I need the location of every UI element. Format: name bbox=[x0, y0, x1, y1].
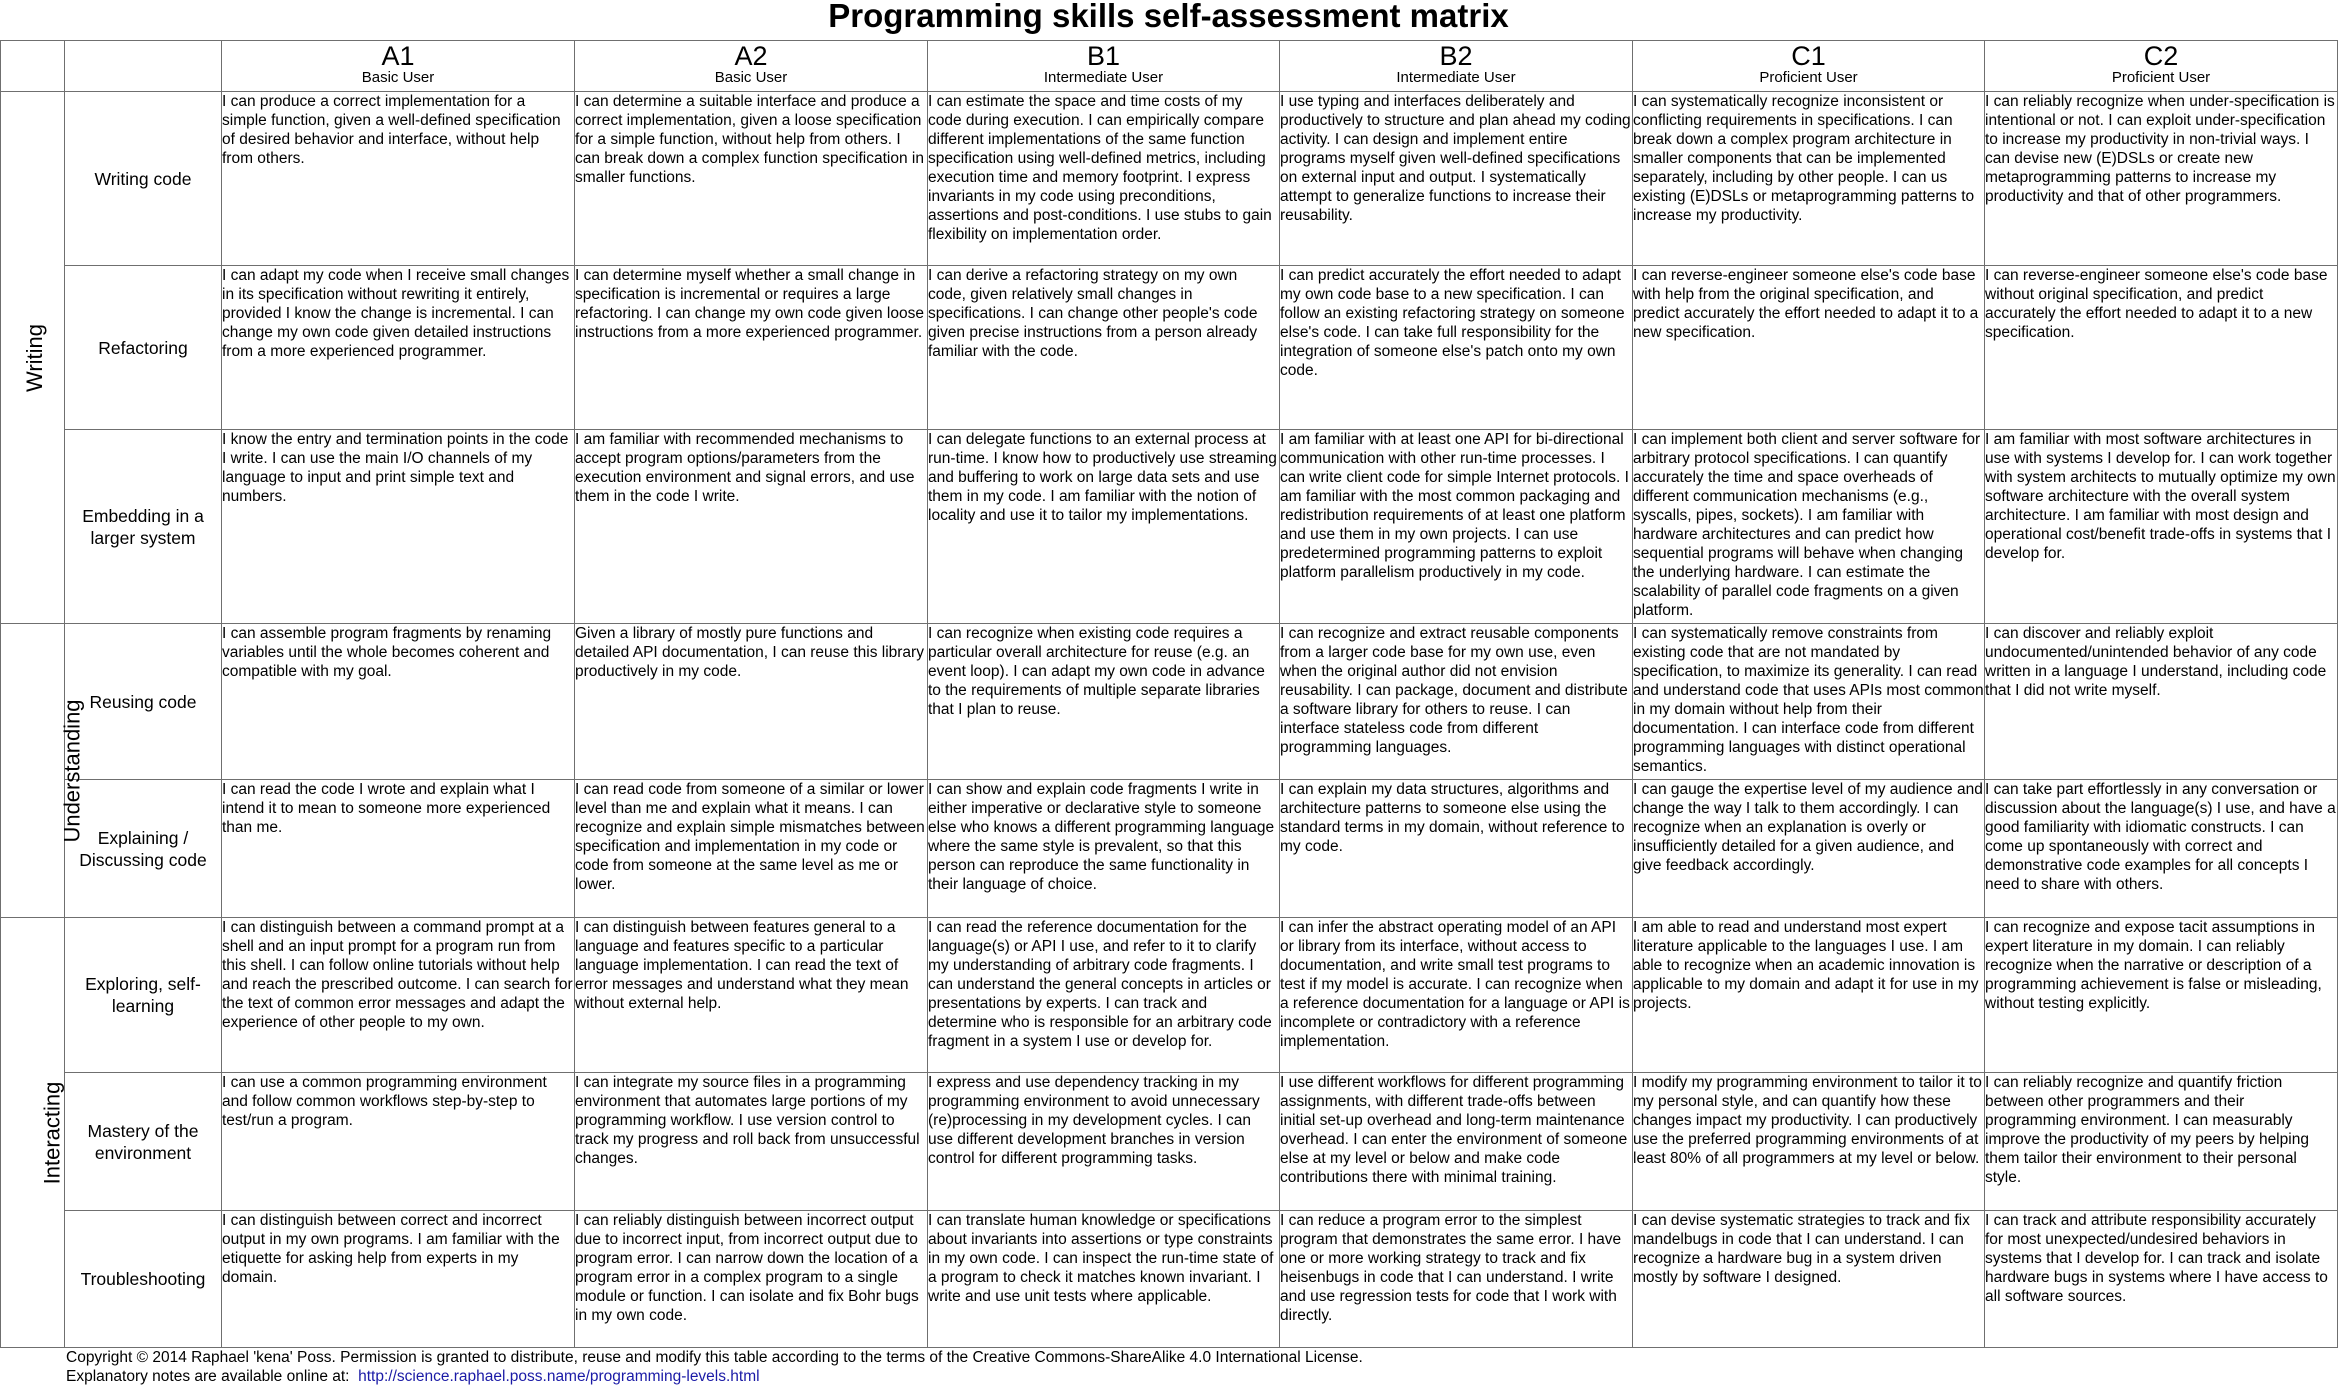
notes-line bbox=[66, 1367, 1363, 1386]
level-code: B2 bbox=[1439, 41, 1473, 71]
descriptor-cell: I can determine myself whether a small change in specification is incremental or requires a large refactoring. I can change my own code given loose instructions from a more experienced programmer. bbox=[575, 266, 928, 430]
notes-prefix: Explanatory notes are available online at: bbox=[66, 1368, 350, 1385]
skill-label: Writing code bbox=[65, 92, 222, 266]
copyright-notice: Copyright © 2014 Raphael 'kena' Poss. Permission is granted to distribute, reuse and modify this table according to the terms of the Creative Commons-ShareAlike 4.0 International License. bbox=[66, 1349, 1363, 1366]
descriptor-cell: I use different workflows for different programming assignments, with different trade-offs between initial set-up overhead and long-term maintenance overhead. I can enter the environment of someone else at my level or below and make code contributions there with minimal training. bbox=[1280, 1073, 1633, 1211]
descriptor-cell: I can translate human knowledge or specifications about invariants into assertions or type constraints in my own code. I can inspect the run-time state of a program to check it matches known invariant. I write and use unit tests where applicable. bbox=[928, 1211, 1280, 1348]
level-name: Basic User bbox=[361, 69, 435, 86]
descriptor-cell: I can explain my data structures, algorithms and architecture patterns to someone else using the standard terms in my domain, without reference to my code. bbox=[1280, 780, 1633, 918]
table-row bbox=[1, 918, 2338, 1073]
category-cell-understanding bbox=[1, 624, 85, 918]
descriptor-cell: I know the entry and termination points in the code I write. I can use the main I/O channels of my language to input and print simple text and numbers. bbox=[222, 430, 575, 624]
level-header-b2 bbox=[1280, 41, 1633, 92]
descriptor-cell: I can reduce a program error to the simplest program that demonstrates the same error. I have one or more working strategy to track and fix heisenbugs in code that I can understand. I write and use regression tests for code that I work with directly. bbox=[1280, 1211, 1633, 1348]
descriptor-cell: I can track and attribute responsibility accurately for most unexpected/undesired behaviors in systems that I develop for. I can track and isolate hardware bugs in systems where I have access to all software sources. bbox=[1985, 1211, 2338, 1348]
category-label: Understanding bbox=[59, 698, 85, 843]
descriptor-cell: I can distinguish between features general to a language and features specific to a particular language implementation. I can read the text of error messages and understand what they mean without external help. bbox=[575, 918, 928, 1073]
descriptor-cell: I can estimate the space and time costs of my code during execution. I can empirically compare different implementations of the same function specification using well-defined metrics, including execution time and memory footprint. I express invariants in my code using preconditions, assertions and post-conditions. I use stubs to gain flexibility on implementation order. bbox=[928, 92, 1280, 266]
descriptor-cell: I modify my programming environment to tailor it to my personal style, and can quantify how these changes impact my productivity. I can productively use the preferred programming environments of at least 80% of all programmers at my level or below. bbox=[1633, 1073, 1985, 1211]
descriptor-cell: I can derive a refactoring strategy on my own code, given relatively small changes in specifications. I can change other people's code given precise instructions from a person already familiar with the code. bbox=[928, 266, 1280, 430]
descriptor-cell: I can determine a suitable interface and produce a correct implementation, given a loose specification for a simple function, without help from others. I can break down a complex function specification in smaller functions. bbox=[575, 92, 928, 266]
descriptor-cell: I can read the reference documentation for the language(s) or API I use, and refer to it to clarify my understanding of arbitrary code fragments. I can understand the general concepts in articles or presentations by experts. I can track and determine who is responsible for an arbitrary code fragment in a system I use or develop for. bbox=[928, 918, 1280, 1073]
category-cell-writing bbox=[1, 92, 65, 624]
descriptor-cell: I am able to read and understand most expert literature applicable to the languages I use. I am able to recognize when an academic innovation is applicable to my domain and adapt it for use in my projects. bbox=[1633, 918, 1985, 1073]
descriptor-cell: I can systematically remove constraints from existing code that are not mandated by specification, to maximize its generality. I can read and understand code that uses APIs most common in my domain without help from their documentation. I can interface code from different programming languages with distinct operational semantics. bbox=[1633, 624, 1985, 780]
skill-label: Reusing code bbox=[65, 624, 222, 780]
descriptor-cell: I can read code from someone of a similar or lower level than me and explain what it means. I can recognize and explain simple mismatches between specification and implementation in my code or code from someone at the same level as me or lower. bbox=[575, 780, 928, 918]
category-label: Writing bbox=[22, 323, 48, 392]
footer bbox=[66, 1348, 1363, 1386]
descriptor-cell: I express and use dependency tracking in my programming environment to avoid unnecessary (re)processing in my development cycles. I can use different development branches in version control for different programming tasks. bbox=[928, 1073, 1280, 1211]
category-label: Interacting bbox=[39, 1081, 65, 1184]
descriptor-cell: I am familiar with at least one API for bi-directional communication with other run-time processes. I can write client code for simple Internet protocols. I am familiar with the most common packaging and redistribution requirements of at least one platform and use them in my own projects. I can use predetermined programming patterns to exploit platform parallelism productively in my code. bbox=[1280, 430, 1633, 624]
descriptor-cell: I can show and explain code fragments I write in either imperative or declarative style to someone else who knows a different programming language where the same style is prevalent, so that this person can reproduce the same functionality in their language of choice. bbox=[928, 780, 1280, 918]
descriptor-cell: I can take part effortlessly in any conversation or discussion about the language(s) I use, and have a good familiarity with idiomatic constructs. I can come up spontaneously with correct and demonstrative code examples for all concepts I need to share with others. bbox=[1985, 780, 2338, 918]
corner-cell bbox=[1, 41, 65, 92]
level-header-a1 bbox=[222, 41, 575, 92]
level-code: C2 bbox=[2143, 41, 2179, 71]
table-row bbox=[1, 624, 2338, 780]
descriptor-cell: I can produce a correct implementation for a simple function, given a well-defined specification of desired behavior and interface, without help from others. bbox=[222, 92, 575, 266]
table-row bbox=[1, 92, 2338, 266]
descriptor-cell: I can devise systematic strategies to track and fix mandelbugs in code that I can understand. I can recognize a hardware bug in a system driven mostly by software I designed. bbox=[1633, 1211, 1985, 1348]
skill-label: Refactoring bbox=[65, 266, 222, 430]
level-code: A2 bbox=[734, 41, 768, 71]
descriptor-cell: I can recognize and expose tacit assumptions in expert literature in my domain. I can reliably recognize when the narrative or description of a programming achievement is false or misleading, without testing explicitly. bbox=[1985, 918, 2338, 1073]
descriptor-cell: I can reverse-engineer someone else's code base with help from the original specification, and predict accurately the effort needed to adapt it to a new specification. bbox=[1633, 266, 1985, 430]
level-code: A1 bbox=[381, 41, 415, 71]
descriptor-cell: I can recognize when existing code requires a particular overall architecture for reuse (e.g. an event loop). I can adapt my own code in advance to the requirements of multiple separate libraries that I plan to reuse. bbox=[928, 624, 1280, 780]
skill-label: Exploring, self-learning bbox=[65, 918, 222, 1073]
table-row bbox=[1, 780, 2338, 918]
level-header-c1 bbox=[1633, 41, 1985, 92]
descriptor-cell: I can read the code I wrote and explain what I intend it to mean to someone more experienced than me. bbox=[222, 780, 575, 918]
header-row bbox=[1, 41, 2338, 92]
category-cell-interacting bbox=[1, 918, 65, 1348]
descriptor-cell: I can integrate my source files in a programming environment that automates large portions of my programming workflow. I use version control to track my progress and roll back from unsuccessful changes. bbox=[575, 1073, 928, 1211]
page-title: Programming skills self-assessment matrix bbox=[828, 0, 1509, 34]
level-name: Intermediate User bbox=[1043, 69, 1164, 86]
descriptor-cell: I can gauge the expertise level of my audience and change the way I talk to them accordingly. I can recognize when an explanation is overly or insufficiently detailed for a given audience, and give feedback accordingly. bbox=[1633, 780, 1985, 918]
descriptor-cell: I can recognize and extract reusable components from a larger code base for my own use, even when the original author did not envision reusability. I can package, document and distribute a software library for others to reuse. I can interface stateless code from different programming languages. bbox=[1280, 624, 1633, 780]
level-code: C1 bbox=[1791, 41, 1826, 71]
level-name: Proficient User bbox=[2111, 69, 2211, 86]
descriptor-cell: I am familiar with recommended mechanisms to accept program options/parameters from the execution environment and signal errors, and use them in the code I write. bbox=[575, 430, 928, 624]
level-name: Basic User bbox=[714, 69, 788, 86]
descriptor-cell: I can reliably recognize and quantify friction between other programmers and their programming environment. I can measurably improve the productivity of my peers by helping them tailor their environment to their personal style. bbox=[1985, 1073, 2338, 1211]
level-name: Intermediate User bbox=[1396, 69, 1516, 86]
skill-label: Embedding in a larger system bbox=[65, 430, 222, 624]
descriptor-cell: I can adapt my code when I receive small changes in its specification without rewriting it entirely, provided I know the change is incremental. I can change my own code given detailed instructions from a more experienced programmer. bbox=[222, 266, 575, 430]
table-row bbox=[1, 266, 2338, 430]
descriptor-cell: I can systematically recognize inconsistent or conflicting requirements in specifications. I can break down a complex program architecture in smaller components that can be implemented separately, including by other people. I can us existing (E)DSLs or metaprogramming patterns to increase my productivity. bbox=[1633, 92, 1985, 266]
descriptor-cell: I am familiar with most software architectures in use with systems I develop for. I can work together with system architects to mutually optimize my own software architecture with the overall system architecture. I am familiar with most design and operational cost/benefit trade-offs in systems that I develop for. bbox=[1985, 430, 2338, 624]
level-header-c2 bbox=[1985, 41, 2338, 92]
skill-label: Mastery of the environment bbox=[65, 1073, 222, 1211]
skills-matrix bbox=[0, 40, 2338, 1348]
table-row bbox=[1, 1073, 2338, 1211]
table-row bbox=[1, 430, 2338, 624]
descriptor-cell: I can distinguish between correct and incorrect output in my own programs. I am familiar with the etiquette for asking help from experts in my domain. bbox=[222, 1211, 575, 1348]
descriptor-cell: I can discover and reliably exploit undocumented/unintended behavior of any code written in a language I understand, including code that I did not write myself. bbox=[1985, 624, 2338, 780]
descriptor-cell: I use typing and interfaces deliberately and productively to structure and plan ahead my coding activity. I can design and implement entire programs myself given well-defined specifications on external input and output. I systematically attempt to generalize functions to increase their reusability. bbox=[1280, 92, 1633, 266]
level-header-b1 bbox=[928, 41, 1280, 92]
descriptor-cell: I can reliably distinguish between incorrect output due to incorrect input, from incorrect output due to program error. I can narrow down the location of a program error in a complex program to a single module or function. I can isolate and fix Bohr bugs in my own code. bbox=[575, 1211, 928, 1348]
level-name: Proficient User bbox=[1759, 69, 1858, 86]
notes-link[interactable]: http://science.raphael.poss.name/programming-levels.html bbox=[358, 1368, 760, 1385]
descriptor-cell: I can delegate functions to an external process at run-time. I know how to productively use streaming and buffering to work on large data sets and use them in my code. I am familiar with the notion of locality and use it to tailor my implementations. bbox=[928, 430, 1280, 624]
descriptor-cell: I can reverse-engineer someone else's code base without original specification, and predict accurately the effort needed to adapt it to a new specification. bbox=[1985, 266, 2338, 430]
descriptor-cell: I can assemble program fragments by renaming variables until the whole becomes coherent and compatible with my goal. bbox=[222, 624, 575, 780]
descriptor-cell: I can reliably recognize when under-specification is intentional or not. I can exploit under-specification to increase my productivity in non-trivial ways. I can devise new (E)DSLs or create new metaprogramming patterns to increase my productivity and that of other programmers. bbox=[1985, 92, 2338, 266]
skill-label: Troubleshooting bbox=[65, 1211, 222, 1348]
level-code: B1 bbox=[1086, 41, 1121, 71]
skill-label: Explaining / Discussing code bbox=[65, 780, 222, 918]
descriptor-cell: I can infer the abstract operating model of an API or library from its interface, without access to documentation, and write small test programs to test if my model is accurate. I can recognize when a reference documentation for a language or API is incomplete or contradictory with a reference implementation. bbox=[1280, 918, 1633, 1073]
descriptor-cell: Given a library of mostly pure functions and detailed API documentation, I can reuse this library productively in my code. bbox=[575, 624, 928, 780]
table-row bbox=[1, 1211, 2338, 1348]
descriptor-cell: I can use a common programming environment and follow common workflows step-by-step to test/run a program. bbox=[222, 1073, 575, 1211]
descriptor-cell: I can implement both client and server software for arbitrary protocol specifications. I can quantify accurately the time and space overheads of different communication mechanisms (e.g., syscalls, pipes, sockets). I am familiar with hardware architectures and can predict how sequential programs will behave when changing the underlying hardware. I can estimate the scalability of parallel code fragments on a given platform. bbox=[1633, 430, 1985, 624]
level-header-a2 bbox=[575, 41, 928, 92]
corner-cell bbox=[65, 41, 222, 92]
descriptor-cell: I can predict accurately the effort needed to adapt my own code base to a new specification. I can follow an existing refactoring strategy on someone else's code. I can take full responsibility for the integration of someone else's patch onto my own code. bbox=[1280, 266, 1633, 430]
descriptor-cell: I can distinguish between a command prompt at a shell and an input prompt for a program run from this shell. I can follow online tutorials without help and reach the prescribed outcome. I can search for the text of common error messages and adapt the experience of other people to my own. bbox=[222, 918, 575, 1073]
